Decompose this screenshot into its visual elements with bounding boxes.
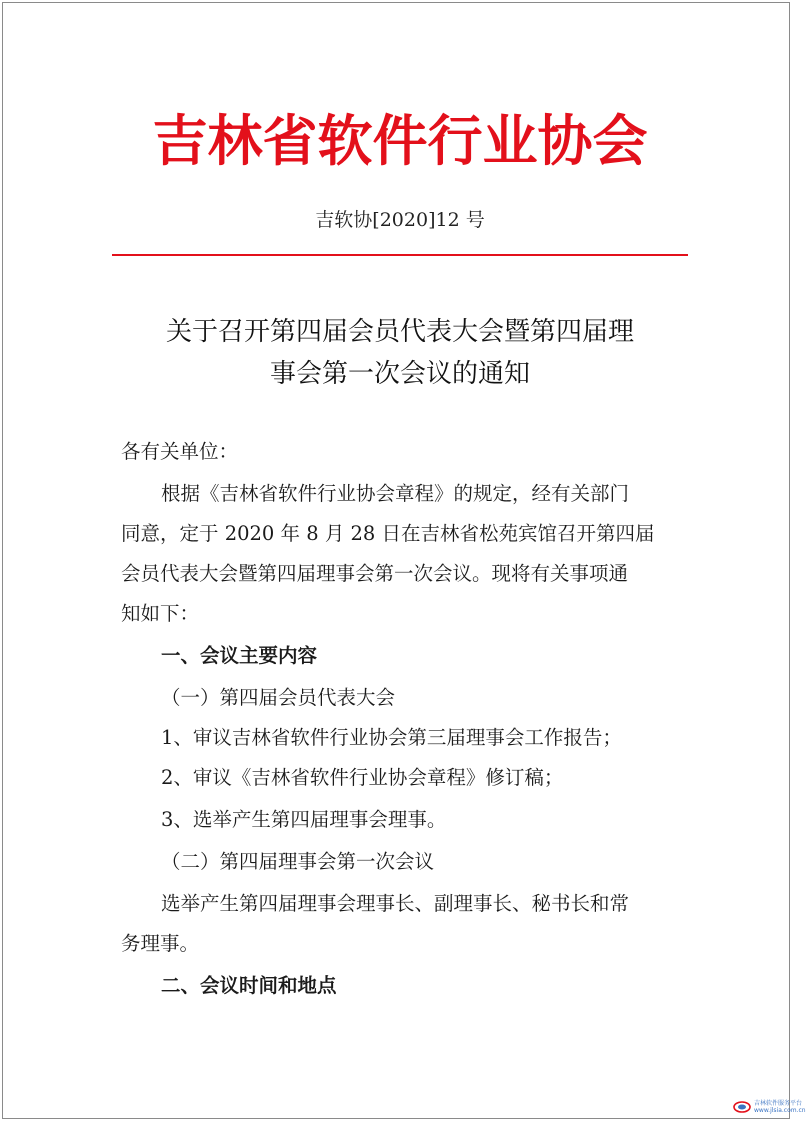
list-item: 1、审议吉林省软件行业协会第三届理事会工作报告；: [161, 726, 622, 749]
paragraph-line: 会员代表大会暨第四届理事会第一次会议。现将有关事项通: [121, 562, 629, 585]
paragraph-line: 知如下：: [121, 602, 200, 625]
document-page: [2, 2, 790, 1119]
salutation: 各有关单位：: [121, 440, 239, 463]
paragraph-line: 同意，定于 2020 年 8 月 28 日在吉林省松苑宾馆召开第四届: [121, 522, 655, 545]
watermark-name: 吉林软件服务平台: [754, 1100, 803, 1107]
watermark-url: www.jlsia.com.cn: [754, 1107, 806, 1114]
subsection-heading: （二）第四届理事会第一次会议: [161, 850, 435, 873]
list-item: 2、审议《吉林省软件行业协会章程》修订稿；: [161, 766, 564, 789]
subsection-heading: （一）第四届会员代表大会: [161, 686, 396, 709]
watermark-text: [754, 1100, 806, 1114]
section-heading: 二、会议时间和地点: [161, 974, 337, 997]
list-item: 3、选举产生第四届理事会理事。: [161, 808, 447, 831]
document-number: 吉软协[2020]12 号: [315, 209, 485, 231]
paragraph-line: 选举产生第四届理事会理事长、副理事长、秘书长和常: [161, 892, 630, 915]
paragraph-line: 务理事。: [121, 932, 200, 955]
organization-title: 吉林省软件行业协会: [152, 109, 648, 173]
section-heading: 一、会议主要内容: [161, 644, 318, 667]
paragraph-line: 根据《吉林省软件行业协会章程》的规定，经有关部门: [161, 482, 630, 505]
watermark-logo-icon: [733, 1100, 751, 1114]
notice-title: [103, 311, 697, 395]
notice-title-line-2: 事会第一次会议的通知: [269, 359, 530, 389]
notice-title-line-1: 关于召开第四届会员代表大会暨第四届理: [165, 317, 634, 347]
watermark: [733, 1100, 806, 1114]
red-divider: [112, 254, 688, 256]
